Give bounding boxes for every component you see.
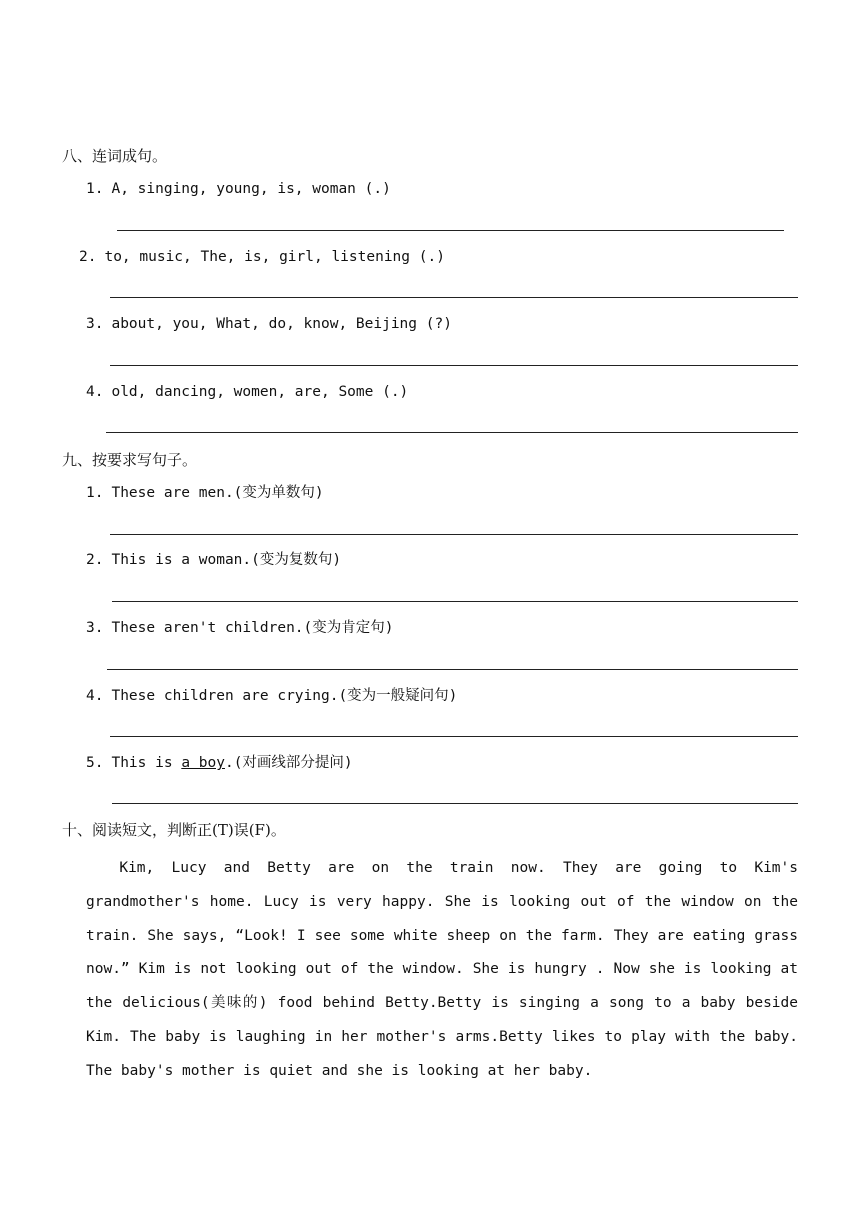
answer-line[interactable] <box>112 601 798 602</box>
section-10-heading: 十、阅读短文，判断正(T)误(F)。 <box>62 821 286 839</box>
question-text: These are men.(变为单数句) <box>111 485 324 501</box>
section-9-question-2 <box>86 550 341 570</box>
question-text: to, music, The, is, girl, listening (.) <box>104 249 445 265</box>
question-number: 1. <box>86 485 104 501</box>
question-text: This is a woman.(变为复数句) <box>111 552 342 568</box>
reading-passage <box>86 852 798 1089</box>
question-number: 5. <box>86 755 104 771</box>
question-number: 3. <box>86 316 104 332</box>
question-text: A, singing, young, is, woman (.) <box>111 181 391 197</box>
section-8-question-4 <box>86 382 408 402</box>
section-9-question-3 <box>86 618 393 638</box>
section-8-question-1 <box>86 179 391 199</box>
question-number: 2. <box>79 249 97 265</box>
question-number: 3. <box>86 620 104 636</box>
passage-text: Kim, Lucy and Betty are on the train now. They are going to Kim's grandmother's home. Lucy is very happy. She is looking out of the window on the train. She says, “Look! I see some white sheep on the farm. They are eating grass now.” Kim is not looking out of the window. She is hungry . Now she is looking at the delicious(美味的) food behind Betty.Betty is singing a song to a baby beside Kim. The baby is laughing in her mother's arms.Betty likes to play with the baby. The baby's mother is quiet and she is looking at her baby. <box>86 860 798 1079</box>
section-9-question-5 <box>86 753 353 773</box>
section-9-question-4 <box>86 686 457 706</box>
answer-line[interactable] <box>110 736 798 737</box>
question-text-after: .(对画线部分提问) <box>224 755 353 771</box>
answer-line[interactable] <box>112 803 798 804</box>
question-number: 4. <box>86 688 104 704</box>
answer-line[interactable] <box>110 534 798 535</box>
underlined-phrase: a boy <box>181 755 225 771</box>
section-9-question-1 <box>86 483 324 503</box>
answer-line[interactable] <box>110 365 798 366</box>
question-text-before: This is <box>111 755 182 771</box>
answer-line[interactable] <box>107 669 798 670</box>
question-text: about, you, What, do, know, Beijing (?) <box>111 316 452 332</box>
answer-line[interactable] <box>106 432 798 433</box>
section-8-question-2 <box>79 247 445 267</box>
question-text: These children are crying.(变为一般疑问句) <box>111 688 458 704</box>
question-number: 2. <box>86 552 104 568</box>
section-8-heading: 八、连词成句。 <box>62 147 168 165</box>
answer-line[interactable] <box>117 230 784 231</box>
question-number: 1. <box>86 181 104 197</box>
question-text: These aren't children.(变为肯定句) <box>111 620 394 636</box>
question-number: 4. <box>86 384 104 400</box>
section-9-heading: 九、按要求写句子。 <box>62 451 198 469</box>
section-8-question-3 <box>86 314 452 334</box>
answer-line[interactable] <box>110 297 798 298</box>
question-text: old, dancing, women, are, Some (.) <box>111 384 409 400</box>
